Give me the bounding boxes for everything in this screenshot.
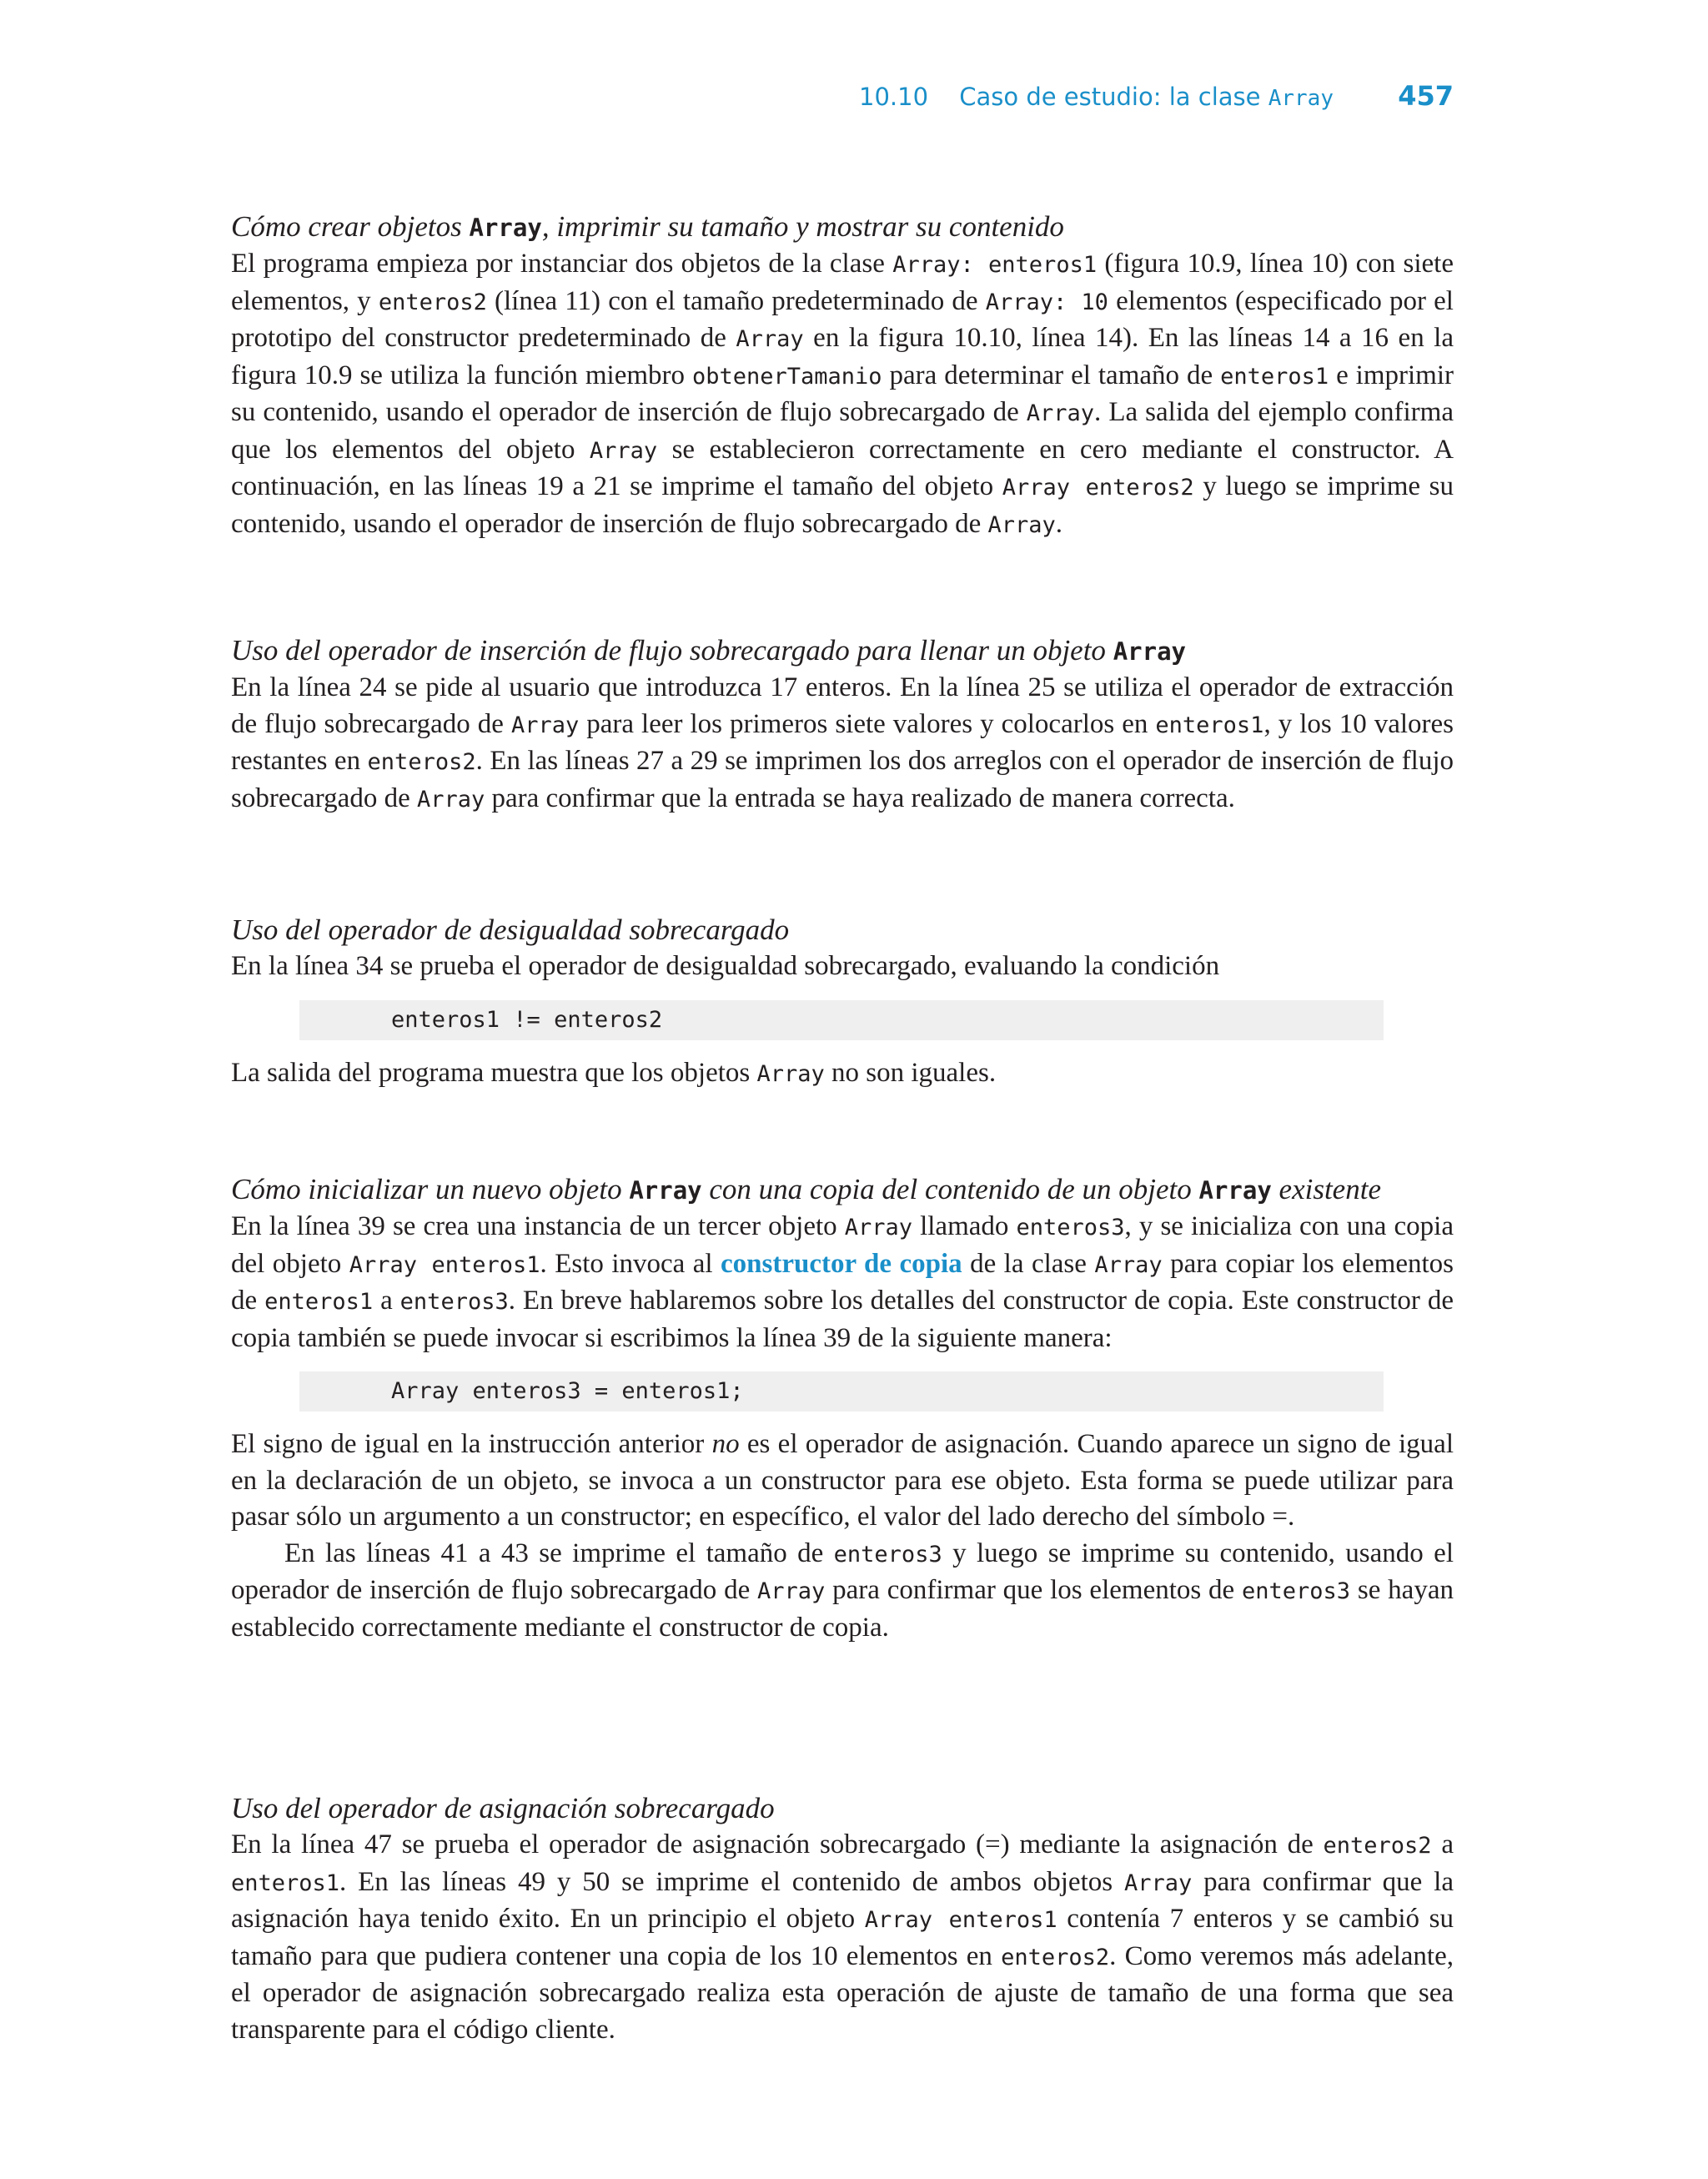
page-number: 457	[1398, 80, 1454, 112]
paragraph: El signo de igual en la instrucción anterior no es el operador de asignación. Cuando aparece un signo de igual en la declaración de un objeto, se invoca a un constructor para ese objeto. Esta forma se puede utilizar para pasar sólo un argumento a un constructor; en específico, el valor del lado derecho del símbolo =.	[231, 1429, 1454, 1532]
key-term: constructor de copia	[721, 1248, 962, 1279]
section-crear-objetos	[231, 209, 1454, 543]
section-desigualdad	[231, 912, 1454, 1092]
code-block: enteros1 != enteros2	[299, 1000, 1384, 1040]
code-block: Array enteros3 = enteros1;	[299, 1371, 1384, 1412]
section-title-code: Array	[1268, 86, 1334, 111]
section-heading: Uso del operador de inserción de flujo sobrecargado para llenar un objeto Array	[231, 634, 1186, 667]
section-heading: Cómo inicializar un nuevo objeto Array con una copia del contenido de un objeto Array existente	[231, 1173, 1381, 1205]
paragraph: En las líneas 41 a 43 se imprime el tamaño de enteros3 y luego se imprime su contenido, usando el operador de inserción de flujo sobrecargado de Array para confirmar que los elementos de enteros3 se hayan establecido correctamente mediante el constructor de copia.	[231, 1537, 1454, 1643]
section-insercion-flujo	[231, 632, 1454, 818]
section-asignacion	[231, 1790, 1454, 2048]
section-title: Caso de estudio: la clase	[959, 83, 1261, 111]
paragraph: En la línea 47 se prueba el operador de asignación sobrecargado (=) mediante la asignación de enteros2 a enteros1. En las líneas 49 y 50 se imprime el contenido de ambos objetos Array para confirmar que la asignación haya tenido éxito. En un principio el objeto Array enteros1 contenía 7 enteros y se cambió su tamaño para que pudiera contener una copia de los 10 elementos en enteros2. Como veremos más adelante, el operador de asignación sobrecargado realiza esta operación de ajuste de tamaño de una forma que sea transparente para el código cliente.	[231, 1829, 1454, 2045]
paragraph: En la línea 39 se crea una instancia de un tercer objeto Array llamado enteros3, y se inicializa con una copia del objeto Array enteros1. Esto invoca al constructor de copia de la clase Array para copiar los elementos de enteros1 a enteros3. En breve hablaremos sobre los detalles del constructor de copia. Este constructor de copia también se puede invocar si escribimos la línea 39 de la siguiente manera:	[231, 1211, 1454, 1353]
section-heading: Cómo crear objetos Array, imprimir su tamaño y mostrar su contenido	[231, 210, 1064, 243]
paragraph: En la línea 24 se pide al usuario que introduzca 17 enteros. En la línea 25 se utiliza el operador de extracción de flujo sobrecargado de Array para leer los primeros siete valores y colocarlos en enteros1, y los 10 valores restantes en enteros2. En las líneas 27 a 29 se imprimen los dos arreglos con el operador de inserción de flujo sobrecargado de Array para confirmar que la entrada se haya realizado de manera correcta.	[231, 672, 1454, 813]
section-number: 10.10	[859, 83, 929, 111]
paragraph: En la línea 34 se prueba el operador de desigualdad sobrecargado, evaluando la condición	[231, 951, 1220, 981]
running-header	[231, 80, 1454, 122]
section-constructor-copia	[231, 1171, 1454, 1646]
paragraph: La salida del programa muestra que los objetos Array no son iguales.	[231, 1057, 997, 1088]
section-heading: Uso del operador de asignación sobrecargado	[231, 1792, 775, 1824]
section-heading: Uso del operador de desigualdad sobrecargado	[231, 913, 790, 946]
paragraph: El programa empieza por instanciar dos objetos de la clase Array: enteros1 (figura 10.9, línea 10) con siete elementos, y enteros2 (línea 11) con el tamaño predeterminado de Array: 10 elementos (especificado por el prototipo del constructor predeterminado de Array en la figura 10.10, línea 14). En las líneas 14 a 16 en la figura 10.9 se utiliza la función miembro obtenerTamanio para determinar el tamaño de enteros1 e imprimir su contenido, usando el operador de inserción de flujo sobrecargado de Array. La salida del ejemplo confirma que los elementos del objeto Array se establecieron correctamente en cero mediante el constructor. A continuación, en las líneas 19 a 21 se imprime el tamaño del objeto Array enteros2 y luego se imprime su contenido, usando el operador de inserción de flujo sobrecargado de Array.	[231, 249, 1454, 539]
